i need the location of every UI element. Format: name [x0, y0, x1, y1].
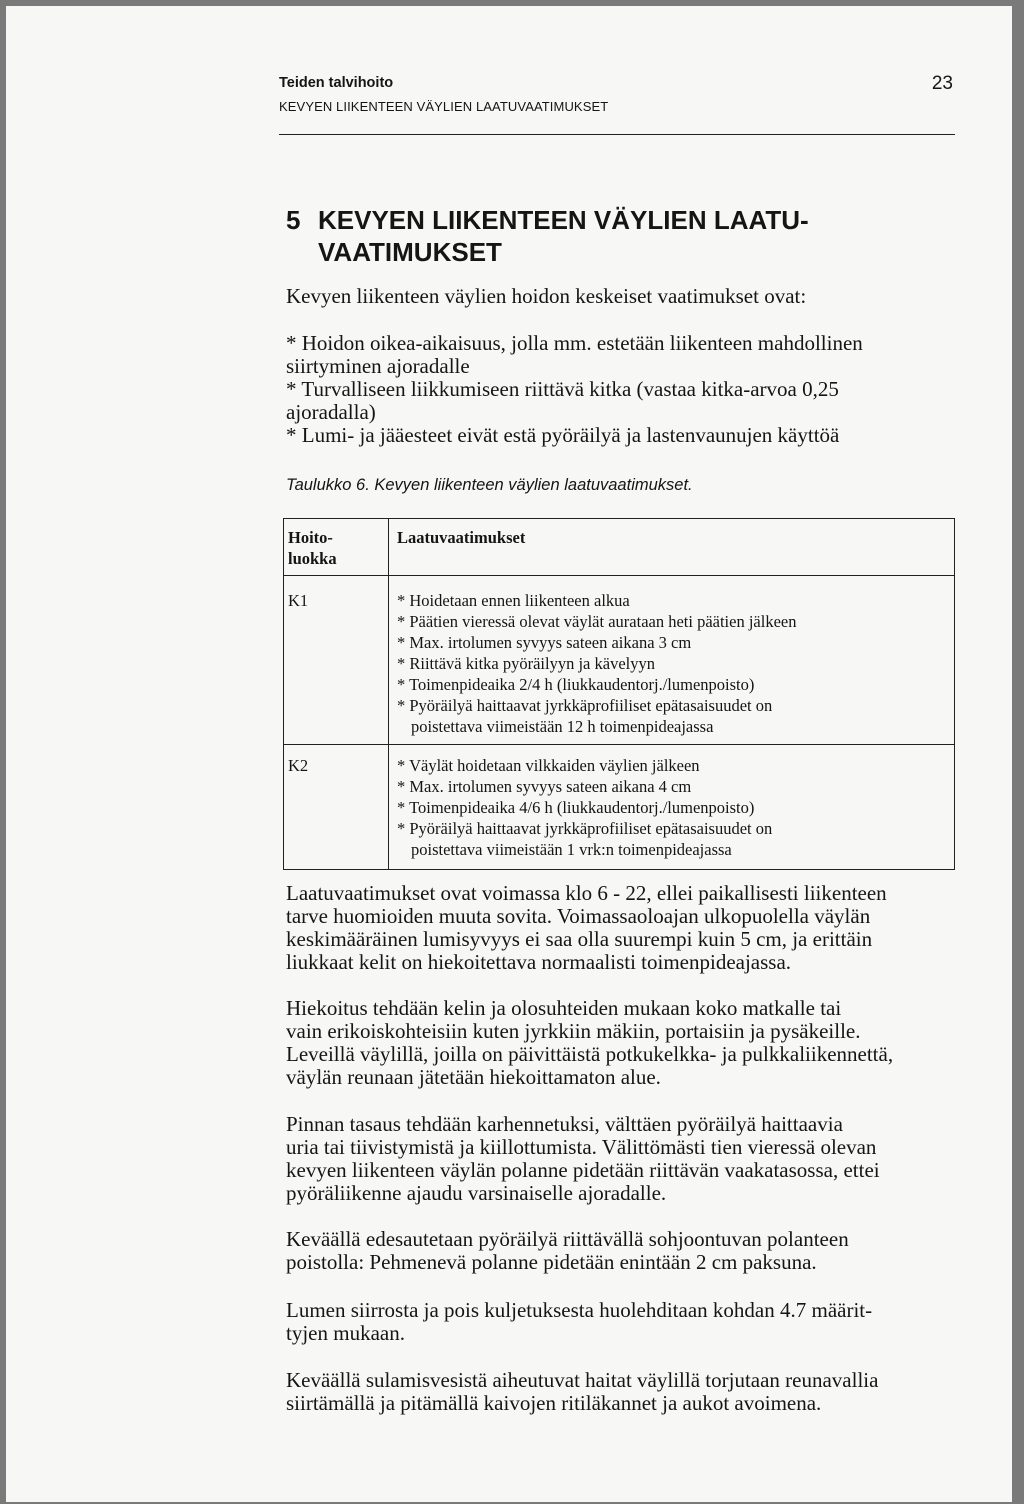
chapter-title-line2: VAATIMUKSET [318, 237, 502, 267]
bullet-line: * Turvalliseen liikkumiseen riittävä kitka (vastaa kitka-arvoa 0,25 [286, 377, 839, 401]
paragraph-line: Keväällä edesautetaan pyöräilyä riittävällä sohjoontuvan polanteen [286, 1227, 849, 1251]
bullet-line: siirtyminen ajoradalle [286, 354, 470, 378]
chapter-number: 5 [286, 205, 301, 235]
requirement-item: * Hoidetaan ennen liikenteen alkua [397, 591, 630, 610]
requirement-item: * Väylät hoidetaan vilkkaiden väylien jälkeen [397, 756, 700, 775]
bullet-line: * Hoidon oikea-aikaisuus, jolla mm. estetään liikenteen mahdollinen [286, 331, 863, 355]
requirement-item: poistettava viimeistään 1 vrk:n toimenpideajassa [411, 840, 732, 859]
body-paragraph [286, 1299, 956, 1345]
requirement-item: * Max. irtolumen syvyys sateen aikana 3 cm [397, 633, 692, 652]
paragraph-line: poistolla: Pehmenevä polanne pidetään enintään 2 cm paksuna. [286, 1250, 817, 1274]
table-header-row [284, 519, 955, 576]
paragraph-line: Hiekoitus tehdään kelin ja olosuhteiden mukaan koko matkalle tai [286, 996, 842, 1020]
paragraph-line: Lumen siirrosta ja pois kuljetuksesta huolehditaan kohdan 4.7 määrit- [286, 1298, 873, 1322]
paragraph-line: liukkaat kelit on hiekoitettava normaalisti toimenpideajassa. [286, 950, 792, 974]
paragraph-line: väylän reunaan jätetään hiekoittamaton alue. [286, 1065, 661, 1089]
header-rule [279, 134, 955, 135]
requirements-list [286, 332, 958, 447]
table-row [284, 576, 955, 745]
requirement-item: poistettava viimeistään 12 h toimenpideajassa [411, 717, 714, 736]
body-paragraph [286, 882, 956, 974]
paragraph-line: Leveillä väylillä, joilla on päivittäistä potkukelkka- ja pulkkaliikennettä, [286, 1042, 894, 1066]
paragraph-line: vain erikoiskohteisiin kuten jyrkkiin mäkiin, portaisiin ja pysäkeille. [286, 1019, 861, 1043]
paragraph-line: Pinnan tasaus tehdään karhennetuksi, välttäen pyöräilyä haittaavia [286, 1112, 843, 1136]
paragraph-line: kevyen liikenteen väylän polanne pidetään riittävän vaakatasossa, ettei [286, 1158, 880, 1182]
document-page [6, 6, 1012, 1502]
bullet-line: * Lumi- ja jääesteet eivät estä pyöräilyä ja lastenvaunujen käyttöä [286, 423, 840, 447]
quality-requirements-table [283, 518, 955, 870]
paragraph-line: siirtämällä ja pitämällä kaivojen ritiläkannet ja aukot avoimena. [286, 1391, 822, 1415]
requirement-item: * Pyöräilyä haittaavat jyrkkäprofiiliset epätasaisuudet on [397, 696, 773, 715]
paragraph-line: tyjen mukaan. [286, 1321, 405, 1345]
header-cell-class [284, 519, 389, 576]
intro-paragraph: Kevyen liikenteen väylien hoidon keskeiset vaatimukset ovat: [286, 284, 807, 308]
chapter-title-line1: KEVYEN LIIKENTEEN VÄYLIEN LAATU- [318, 205, 809, 235]
paragraph-line: tarve huomioiden muuta sovita. Voimassaoloajan ulkopuolella väylän [286, 904, 871, 928]
body-paragraph [286, 997, 956, 1089]
body-paragraph [286, 1369, 956, 1415]
header-cell-requirements [389, 519, 955, 576]
class-label: K1 [288, 591, 309, 610]
paragraph-line: Laatuvaatimukset ovat voimassa klo 6 - 22, ellei paikallisesti liikenteen [286, 881, 887, 905]
requirements-cell [389, 745, 955, 870]
requirement-item: * Toimenpideaika 4/6 h (liukkaudentorj./lumenpoisto) [397, 798, 755, 817]
bullet-line: ajoradalla) [286, 400, 376, 424]
class-cell [284, 745, 389, 870]
table-caption: Taulukko 6. Kevyen liikenteen väylien laatuvaatimukset. [286, 476, 693, 494]
requirement-item: * Pyöräilyä haittaavat jyrkkäprofiiliset epätasaisuudet on [397, 819, 773, 838]
page-number: 23 [931, 73, 953, 94]
chapter-heading [286, 204, 926, 268]
requirement-item: * Toimenpideaika 2/4 h (liukkaudentorj./lumenpoisto) [397, 675, 755, 694]
header-class-line2: luokka [288, 549, 337, 568]
class-cell [284, 576, 389, 745]
paragraph-line: keskimääräinen lumisyvyys ei saa olla suurempi kuin 5 cm, ja erittäin [286, 927, 873, 951]
running-header-title: Teiden talvihoito [279, 75, 394, 91]
header-requirements: Laatuvaatimukset [397, 528, 526, 547]
running-header-subtitle: KEVYEN LIIKENTEEN VÄYLIEN LAATUVAATIMUKSET [279, 99, 609, 114]
table-row [284, 745, 955, 870]
requirement-item: * Riittävä kitka pyöräilyyn ja kävelyyn [397, 654, 655, 673]
body-paragraph [286, 1228, 956, 1274]
body-paragraph [286, 1113, 956, 1205]
paragraph-line: pyöräliikenne ajaudu varsinaiselle ajoradalle. [286, 1181, 667, 1205]
class-label: K2 [288, 756, 309, 775]
requirements-cell [389, 576, 955, 745]
header-class-line1: Hoito- [288, 528, 333, 547]
paragraph-line: uria tai tiivistymistä ja kiillottumista. Välittömästi tien vieressä olevan [286, 1135, 877, 1159]
requirement-item: * Päätien vieressä olevat väylät aurataan heti päätien jälkeen [397, 612, 797, 631]
requirement-item: * Max. irtolumen syvyys sateen aikana 4 cm [397, 777, 692, 796]
paragraph-line: Keväällä sulamisvesistä aiheutuvat haitat väylillä torjutaan reunavallia [286, 1368, 879, 1392]
